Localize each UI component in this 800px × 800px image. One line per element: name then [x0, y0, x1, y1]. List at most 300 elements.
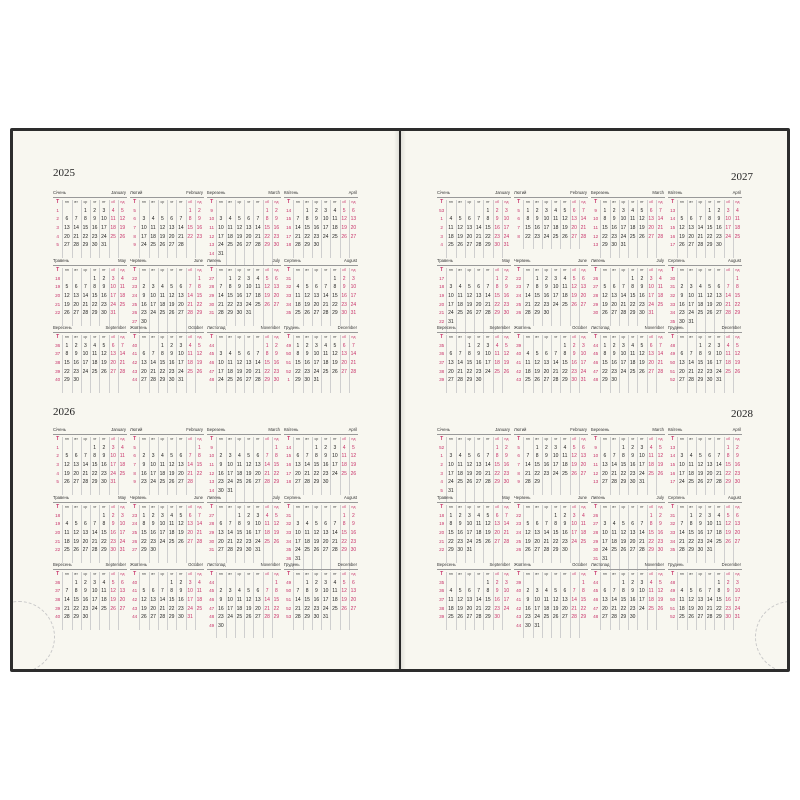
month-grid: [668, 266, 742, 326]
day-cell: 23: [611, 233, 617, 240]
day-cell: 10: [218, 360, 224, 367]
weekday-label: нд: [658, 268, 663, 273]
weekday-label: чт: [553, 335, 558, 340]
day-cell: 17: [679, 470, 685, 477]
day-cell: 3: [554, 275, 558, 282]
day-cell: 8: [689, 521, 693, 528]
weekday-label: Т: [594, 504, 598, 511]
day-cell: 6: [698, 588, 702, 595]
day-cell: 29: [734, 310, 741, 317]
day-cell: 9: [102, 284, 106, 291]
column-guide-line: [733, 200, 734, 258]
day-cell: 2: [458, 512, 462, 519]
day-cell: 21: [725, 301, 731, 308]
weekday-label: пт: [640, 335, 644, 340]
week-number: 34: [670, 538, 676, 544]
day-cell: 27: [602, 614, 608, 621]
day-cell: 10: [218, 225, 224, 232]
day-cell: 21: [187, 301, 193, 308]
day-cell: 14: [657, 216, 664, 223]
day-cell: 23: [503, 301, 510, 308]
month-header: [53, 494, 127, 503]
day-cell: 24: [571, 538, 577, 545]
weekday-label: ср: [467, 572, 472, 577]
day-cell: 24: [91, 605, 98, 612]
week-number: 39: [55, 368, 61, 374]
day-cell: 10: [313, 351, 320, 358]
day-cell: 27: [150, 614, 156, 621]
day-cell: 26: [313, 547, 320, 554]
weekday-label: пт: [563, 505, 567, 510]
week-number: 31: [286, 275, 292, 281]
day-cell: 17: [725, 225, 731, 232]
column-guide-line: [696, 505, 697, 563]
day-cell: 5: [111, 579, 115, 586]
column-guide-line: [579, 268, 580, 326]
day-cell: 26: [657, 470, 664, 477]
day-cell: 9: [93, 216, 97, 223]
column-guide-line: [216, 572, 217, 638]
day-cell: 5: [486, 512, 490, 519]
column-guide-line: [303, 335, 304, 393]
day-cell: 6: [179, 284, 183, 291]
month-grid: [284, 570, 358, 622]
day-cell: 22: [304, 605, 310, 612]
day-cell: 7: [160, 588, 164, 595]
month-header: [591, 426, 665, 435]
month-block: [437, 561, 511, 622]
weekday-label: ср: [621, 437, 626, 442]
day-cell: 11: [457, 293, 463, 300]
column-guide-line: [656, 335, 657, 393]
day-cell: 8: [342, 521, 346, 528]
day-cell: 6: [495, 512, 499, 519]
day-cell: 17: [552, 462, 559, 469]
day-cell: 24: [150, 479, 156, 486]
day-cell: 3: [188, 579, 192, 586]
month-grid: [591, 333, 665, 385]
month-name-en: August: [727, 258, 741, 263]
day-cell: 1: [237, 512, 241, 519]
week-number: 36: [439, 351, 445, 357]
weekday-label: вт: [228, 572, 232, 577]
day-cell: 2: [142, 453, 146, 460]
day-cell: 23: [141, 310, 147, 317]
day-cell: 11: [323, 351, 329, 358]
day-cell: 10: [648, 284, 654, 291]
day-cell: 5: [658, 579, 662, 586]
day-cell: 13: [602, 597, 608, 604]
day-cell: 23: [304, 368, 310, 375]
weekday-label: сб: [111, 268, 116, 273]
day-cell: 18: [304, 538, 310, 545]
column-guide-line: [533, 268, 534, 326]
day-cell: 19: [110, 597, 116, 604]
day-cell: 15: [101, 530, 107, 537]
day-cell: 18: [629, 225, 636, 232]
column-guide-line: [321, 572, 322, 630]
day-cell: 22: [706, 233, 713, 240]
day-cell: 7: [658, 207, 662, 214]
day-cell: 28: [525, 479, 531, 486]
day-cell: 10: [110, 284, 116, 291]
day-cell: 10: [91, 588, 98, 595]
day-cell: 29: [485, 242, 491, 249]
day-cell: 29: [341, 547, 347, 554]
day-cell: 21: [350, 360, 357, 367]
day-cell: 28: [82, 310, 89, 317]
weekday-label: ср: [544, 437, 549, 442]
column-guide-line: [647, 268, 648, 326]
column-guide-line: [542, 505, 543, 563]
day-cell: 27: [611, 310, 617, 317]
day-cell: 11: [110, 216, 116, 223]
weekday-label: нд: [351, 335, 356, 340]
weekday-label: пн: [525, 572, 530, 577]
day-cell: 24: [187, 605, 193, 612]
day-cell: 23: [562, 538, 568, 545]
month-name-en: January: [495, 427, 510, 432]
day-cell: 4: [477, 512, 481, 519]
month-grid: [53, 198, 127, 250]
weekday-label: сб: [342, 572, 347, 577]
day-cell: 17: [218, 233, 224, 240]
day-cell: 30: [110, 547, 116, 554]
day-cell: 1: [305, 207, 309, 214]
day-cell: 30: [273, 377, 280, 384]
day-cell: 1: [342, 512, 346, 519]
week-number: 7: [517, 462, 520, 468]
day-cell: 5: [708, 284, 712, 291]
day-cell: 15: [273, 597, 280, 604]
day-cell: 16: [611, 360, 617, 367]
column-guide-line: [523, 200, 524, 249]
day-cell: 22: [580, 605, 587, 612]
weekday-label: нд: [351, 437, 356, 442]
week-number: 43: [132, 605, 138, 611]
weekday-label: чт: [92, 200, 97, 205]
column-guide-line: [303, 572, 304, 630]
day-cell: 28: [332, 547, 338, 554]
day-cell: 14: [350, 351, 357, 358]
week-number: 31: [209, 310, 215, 316]
day-cell: 12: [562, 216, 568, 223]
week-number: 52: [286, 368, 292, 374]
day-cell: 18: [448, 233, 454, 240]
day-cell: 26: [734, 368, 741, 375]
day-cell: 26: [264, 301, 270, 308]
day-cell: 9: [544, 453, 548, 460]
week-number: 48: [209, 377, 215, 383]
day-cell: 27: [629, 547, 636, 554]
weekday-label: чт: [169, 268, 174, 273]
month-name-local: Грудень: [284, 562, 300, 567]
week-number: 34: [286, 301, 292, 307]
day-cell: 29: [580, 614, 587, 621]
weekday-label: нд: [658, 200, 663, 205]
day-cell: 26: [639, 368, 645, 375]
month-name-en: November: [260, 562, 280, 567]
day-cell: 6: [477, 453, 481, 460]
day-cell: 9: [142, 462, 146, 469]
week-number: 1: [440, 453, 443, 459]
day-cell: 24: [110, 301, 116, 308]
day-cell: 9: [324, 453, 328, 460]
week-number: 40: [55, 377, 61, 383]
day-cell: 30: [725, 614, 731, 621]
day-cell: 31: [178, 377, 184, 384]
day-cell: 5: [247, 453, 251, 460]
week-number: 23: [516, 284, 522, 290]
week-number: 17: [286, 233, 292, 239]
column-guide-line: [321, 437, 322, 495]
day-cell: 30: [101, 479, 107, 486]
week-number: 44: [209, 579, 215, 585]
day-cell: 15: [448, 530, 454, 537]
day-cell: 14: [227, 530, 233, 537]
day-cell: 5: [535, 351, 539, 358]
column-guide-line: [570, 268, 571, 326]
day-cell: 20: [706, 470, 713, 477]
day-cell: 25: [159, 310, 166, 317]
column-guide-line: [62, 335, 63, 393]
column-guide-line: [118, 505, 119, 563]
week-number: 28: [593, 293, 599, 299]
day-cell: 5: [197, 342, 201, 349]
weekday-label: сб: [572, 335, 577, 340]
week-number: 45: [593, 588, 599, 594]
day-cell: 5: [689, 588, 693, 595]
day-cell: 30: [236, 310, 243, 317]
month-name-en: February: [570, 427, 587, 432]
day-cell: 22: [648, 538, 654, 545]
day-cell: 16: [101, 462, 107, 469]
weekday-label: ср: [160, 335, 165, 340]
month-name-en: June: [577, 495, 587, 500]
day-cell: 17: [150, 301, 156, 308]
day-cell: 10: [101, 216, 107, 223]
day-cell: 5: [305, 284, 309, 291]
weekday-label: пт: [256, 268, 260, 273]
day-cell: 31: [218, 250, 224, 257]
week-number: 9: [133, 479, 136, 485]
weekday-label: чт: [630, 335, 635, 340]
day-cell: 5: [735, 342, 739, 349]
day-cell: 22: [448, 538, 454, 545]
weekday-label: Т: [287, 436, 291, 443]
weekday-label: вт: [305, 335, 309, 340]
day-cell: 6: [603, 588, 607, 595]
weekday-label: чт: [476, 200, 481, 205]
week-number: 29: [593, 301, 599, 307]
month-name-local: Листопад: [207, 325, 226, 330]
weekday-label: чт: [323, 200, 328, 205]
weekday-label: чт: [169, 572, 174, 577]
column-guide-line: [551, 437, 552, 495]
day-cell: 2: [526, 588, 530, 595]
day-cell: 1: [603, 342, 607, 349]
day-cell: 2: [735, 444, 739, 451]
day-cell: 9: [170, 351, 174, 358]
weekday-label: чт: [246, 268, 251, 273]
day-cell: 20: [73, 470, 79, 477]
column-guide-line: [628, 572, 629, 630]
day-cell: 25: [734, 233, 741, 240]
month-name-en: February: [186, 427, 203, 432]
day-cell: 7: [504, 512, 508, 519]
day-cell: 25: [580, 538, 587, 545]
month-header: [207, 561, 281, 570]
weekday-label: ср: [314, 505, 319, 510]
day-cell: 22: [466, 368, 473, 375]
column-guide-line: [118, 572, 119, 630]
weekday-label: пн: [141, 268, 146, 273]
column-guide-line: [637, 268, 638, 326]
day-cell: 3: [504, 207, 508, 214]
weekday-label: чт: [246, 200, 251, 205]
week-number: 24: [132, 293, 138, 299]
day-cell: 13: [295, 462, 301, 469]
weekday-label: сб: [726, 437, 731, 442]
weekday-label: сб: [111, 572, 116, 577]
day-cell: 12: [620, 530, 627, 537]
week-number: 24: [516, 530, 522, 536]
weekday-label: пт: [179, 437, 183, 442]
weekday-label: сб: [649, 200, 654, 205]
month-name-en: February: [186, 190, 203, 195]
day-cell: 6: [680, 351, 684, 358]
day-cell: 12: [159, 225, 166, 232]
day-cell: 14: [73, 225, 79, 232]
week-number: 26: [516, 310, 522, 316]
day-cell: 29: [648, 547, 654, 554]
day-cell: 6: [296, 453, 300, 460]
week-number: 30: [593, 547, 599, 553]
day-cell: 19: [534, 368, 540, 375]
day-cell: 1: [621, 444, 625, 451]
month-block: [284, 426, 358, 487]
day-cell: 15: [562, 360, 568, 367]
week-number: 46: [593, 360, 599, 366]
day-cell: 17: [448, 301, 454, 308]
column-guide-line: [733, 437, 734, 495]
day-cell: 26: [457, 614, 463, 621]
day-cell: 25: [611, 547, 617, 554]
month-name-local: Квітень: [668, 190, 683, 195]
weekday-label: Т: [517, 267, 521, 274]
column-guide-line: [600, 268, 601, 326]
day-cell: 16: [245, 530, 252, 537]
column-guide-line: [610, 335, 611, 393]
day-cell: 19: [245, 605, 252, 612]
day-cell: 28: [706, 614, 713, 621]
day-cell: 18: [494, 360, 500, 367]
weekday-label: сб: [495, 505, 500, 510]
day-cell: 12: [571, 284, 577, 291]
day-cell: 31: [227, 487, 233, 494]
day-cell: 9: [197, 216, 201, 223]
day-cell: 15: [236, 530, 243, 537]
month-grid: [207, 503, 281, 555]
day-cell: 31: [350, 310, 357, 317]
weekday-label: пн: [448, 572, 453, 577]
week-number: 18: [439, 512, 445, 518]
week-number: 23: [516, 521, 522, 527]
day-cell: 15: [187, 225, 193, 232]
week-number: 37: [55, 588, 61, 594]
day-cell: 18: [110, 225, 116, 232]
column-guide-line: [579, 437, 580, 495]
day-cell: 12: [64, 462, 70, 469]
day-cell: 31: [322, 614, 329, 621]
month-name-en: August: [343, 495, 357, 500]
month-name-local: Лютий: [130, 427, 143, 432]
day-cell: 20: [313, 301, 320, 308]
day-cell: 2: [726, 579, 730, 586]
day-cell: 12: [196, 351, 203, 358]
day-cell: 10: [227, 597, 233, 604]
weekday-label: чт: [323, 437, 328, 442]
day-cell: 10: [503, 588, 510, 595]
day-cell: 19: [304, 301, 310, 308]
day-cell: 24: [322, 233, 329, 240]
day-cell: 13: [110, 351, 116, 358]
day-cell: 28: [485, 479, 491, 486]
day-cell: 24: [101, 233, 107, 240]
weekday-label: пт: [102, 437, 106, 442]
day-cell: 27: [494, 538, 500, 545]
day-cell: 21: [255, 368, 261, 375]
column-guide-line: [303, 268, 304, 326]
day-cell: 23: [629, 605, 636, 612]
column-guide-line: [139, 437, 140, 495]
day-cell: 24: [716, 368, 722, 375]
day-cell: 4: [228, 216, 232, 223]
day-cell: 9: [111, 521, 115, 528]
day-cell: 14: [264, 597, 270, 604]
day-cell: 2: [504, 444, 508, 451]
weekday-label: сб: [188, 572, 193, 577]
weekday-label: пт: [486, 268, 490, 273]
weekday-label: Т: [440, 199, 444, 206]
month-block: [207, 426, 281, 495]
day-cell: 13: [602, 462, 608, 469]
day-cell: 26: [503, 368, 510, 375]
weekday-label: нд: [504, 437, 509, 442]
day-cell: 25: [697, 310, 704, 317]
column-guide-line: [542, 572, 543, 638]
day-cell: 3: [535, 588, 539, 595]
week-number: 35: [670, 547, 676, 553]
day-cell: 3: [160, 512, 164, 519]
week-number: 4: [440, 242, 443, 248]
weekday-label: чт: [169, 335, 174, 340]
day-cell: 23: [168, 368, 175, 375]
weekday-label: чт: [246, 335, 251, 340]
month-name-en: July: [656, 258, 664, 263]
day-cell: 4: [265, 512, 269, 519]
column-guide-line: [272, 335, 273, 393]
weekday-label: сб: [265, 437, 270, 442]
day-cell: 31: [639, 479, 645, 486]
week-number: 5: [517, 444, 520, 450]
day-cell: 22: [485, 233, 491, 240]
column-guide-line: [687, 437, 688, 495]
day-cell: 1: [495, 444, 499, 451]
column-guide-line: [62, 200, 63, 258]
day-cell: 6: [467, 216, 471, 223]
day-cell: 22: [620, 470, 627, 477]
